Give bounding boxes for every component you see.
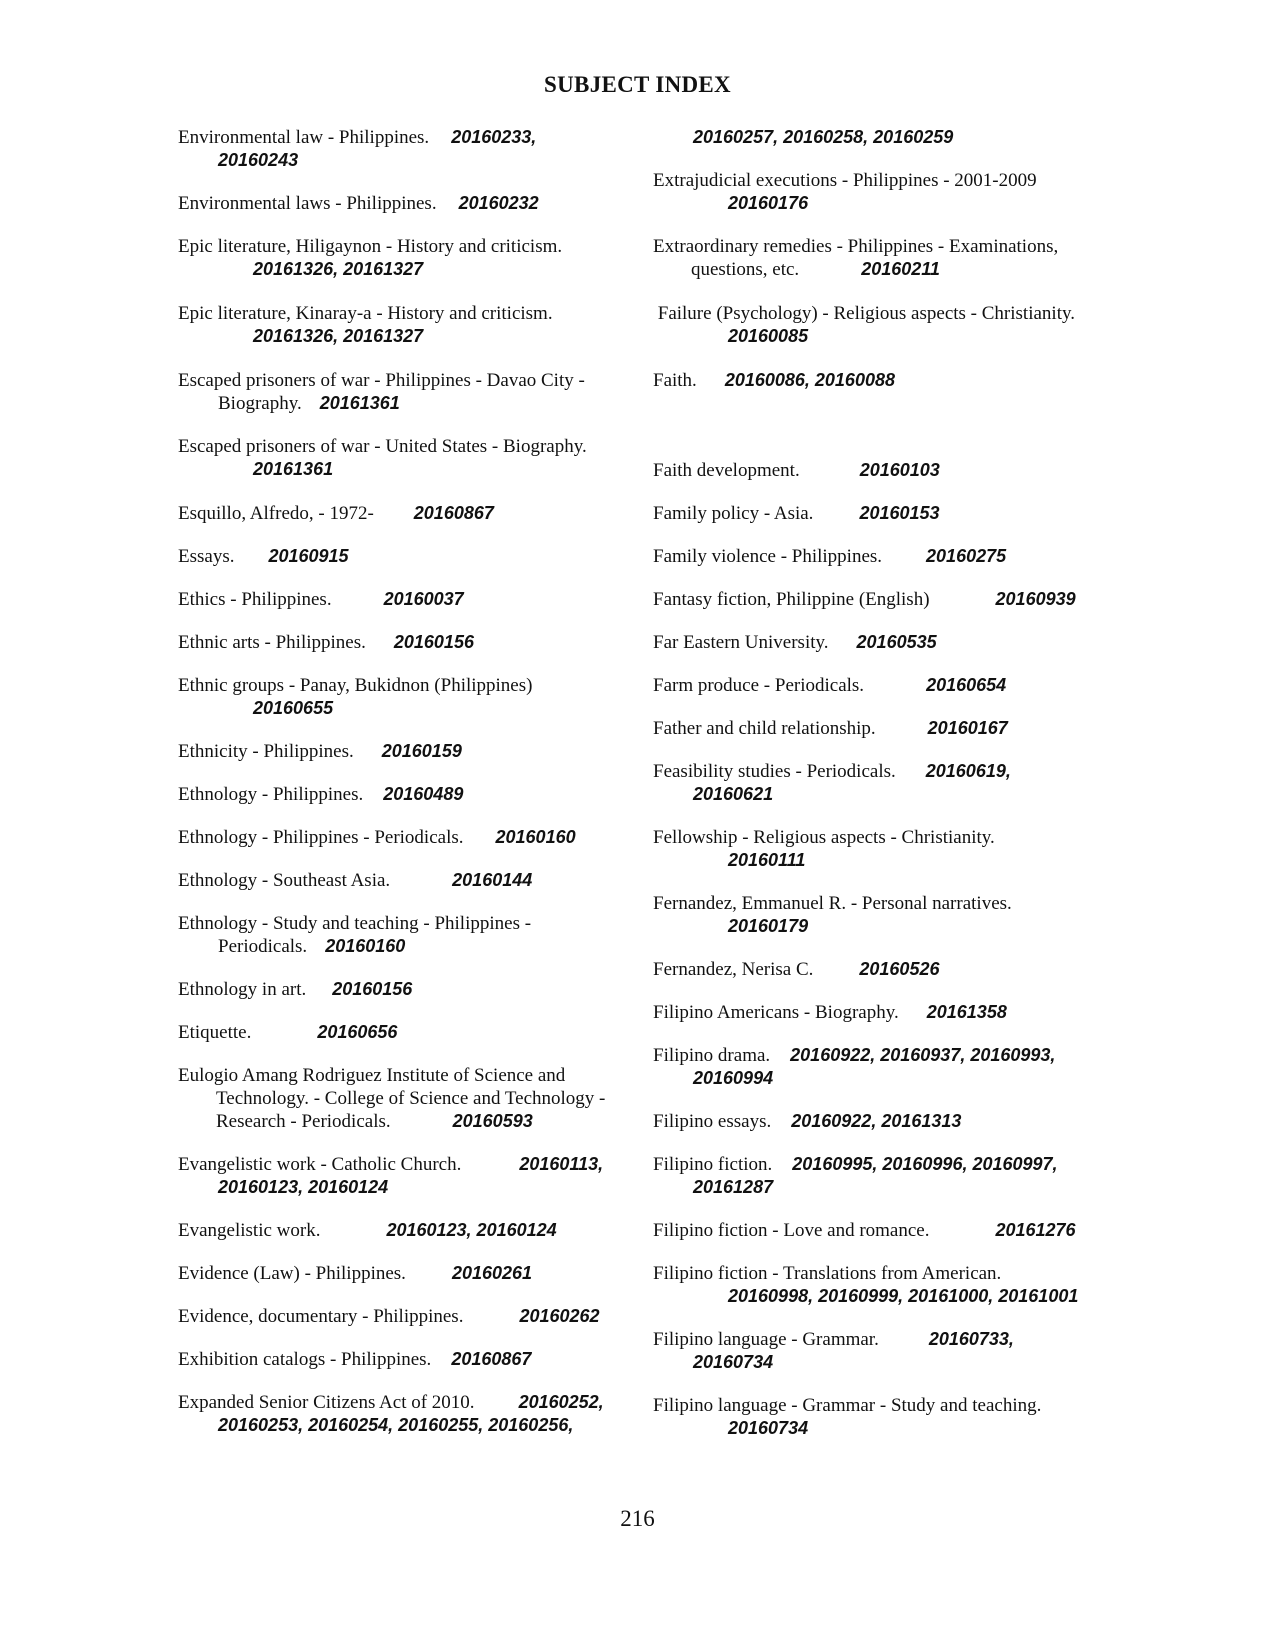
- entry-line: [653, 1110, 961, 1133]
- entry-term: Filipino fiction - Translations from American.: [653, 1263, 1002, 1284]
- entry-line: [178, 826, 576, 849]
- entry-term: Far Eastern University.: [653, 632, 829, 653]
- entry-term-continued: Research - Periodicals.: [216, 1111, 391, 1132]
- index-entry: [178, 302, 553, 348]
- entry-numbers: 20160915: [268, 546, 349, 566]
- entry-term: Evangelistic work - Catholic Church.: [178, 1154, 462, 1175]
- entry-continuation: [178, 1110, 605, 1133]
- entry-line: [178, 1305, 600, 1328]
- entry-term: Escaped prisoners of war - Philippines - Davao City -: [178, 370, 585, 391]
- index-entry: [653, 235, 1058, 281]
- entry-line: [178, 126, 536, 149]
- entry-numbers: 20161276: [995, 1220, 1076, 1240]
- index-entry: [178, 631, 474, 654]
- entry-term: Filipino language - Grammar - Study and teaching.: [653, 1395, 1042, 1416]
- entry-numbers: 20160153: [859, 503, 940, 523]
- index-entry: [178, 1262, 532, 1285]
- entry-line: [178, 1262, 532, 1285]
- index-entry: [653, 369, 895, 392]
- entry-numbers: 20160156: [332, 979, 413, 999]
- entry-numbers: 20160243: [218, 150, 299, 170]
- entry-numbers: 20161326, 20161327: [253, 326, 424, 346]
- entry-numbers: 20160994: [693, 1068, 774, 1088]
- entry-term: Filipino Americans - Biography.: [653, 1002, 899, 1023]
- entry-numbers: 20160655: [253, 698, 334, 718]
- index-entry: [653, 302, 1075, 348]
- index-entry: [178, 126, 536, 172]
- entry-line: [178, 588, 464, 611]
- index-entry: [178, 502, 494, 525]
- entry-line: [178, 869, 532, 892]
- entry-term: Etiquette.: [178, 1022, 252, 1043]
- entry-term: Ethnology - Philippines.: [178, 784, 364, 805]
- entry-numbers: 20160734: [728, 1418, 809, 1438]
- entry-numbers: 20160535: [856, 632, 937, 652]
- entry-continuation: [178, 392, 585, 415]
- entry-line: [653, 1044, 1055, 1067]
- entry-continuation: [653, 258, 1058, 281]
- entry-numbers: 20160867: [413, 503, 494, 523]
- entry-term: Ethnic arts - Philippines.: [178, 632, 366, 653]
- entry-numbers-line: [653, 325, 1075, 348]
- index-entry: [178, 783, 463, 806]
- entry-numbers: 20161287: [693, 1177, 774, 1197]
- index-entry: [653, 126, 953, 149]
- index-entry: [178, 978, 412, 1001]
- entry-numbers-line: [653, 1285, 1078, 1308]
- index-entry: [653, 1328, 1014, 1374]
- entry-line: [653, 545, 1006, 568]
- entry-term: Filipino fiction.: [653, 1154, 773, 1175]
- entry-numbers: 20160939: [995, 589, 1076, 609]
- entry-term: Ethnic groups - Panay, Bukidnon (Philippines): [178, 675, 533, 696]
- entry-numbers-line: [653, 192, 1037, 215]
- entry-numbers: 20161358: [926, 1002, 1007, 1022]
- index-entry: [653, 1110, 961, 1133]
- index-entry: [178, 740, 462, 763]
- entry-numbers: 20160160: [495, 827, 576, 847]
- entry-numbers: 20160167: [927, 718, 1008, 738]
- entry-term: Epic literature, Hiligaynon - History and criticism.: [178, 236, 563, 257]
- entry-line: [178, 235, 562, 258]
- entry-numbers: 20160922, 20161313: [791, 1111, 962, 1131]
- entry-term: Extraordinary remedies - Philippines - Examinations,: [653, 236, 1059, 257]
- entry-numbers: 20160103: [859, 460, 940, 480]
- entry-numbers-line: [178, 1414, 604, 1437]
- entry-term: Feasibility studies - Periodicals.: [653, 761, 896, 782]
- index-entry: [178, 369, 585, 415]
- entry-line: [653, 588, 1076, 611]
- index-entry: [178, 192, 539, 215]
- entry-line: [653, 1153, 1058, 1176]
- entry-line: [178, 1391, 604, 1414]
- entry-numbers: 20160085: [728, 326, 809, 346]
- index-entry: [653, 892, 1012, 938]
- entry-term: Essays.: [178, 546, 235, 567]
- index-entry: [653, 1044, 1055, 1090]
- entry-line: [178, 631, 474, 654]
- index-entry: [653, 1394, 1041, 1440]
- entry-numbers: 20160489: [383, 784, 464, 804]
- entry-term: Esquillo, Alfredo, - 1972-: [178, 503, 374, 524]
- index-entry: [178, 912, 531, 958]
- index-entry: [178, 1153, 603, 1199]
- entry-term: Father and child relationship.: [653, 718, 876, 739]
- index-entry: [653, 958, 939, 981]
- entry-line: [178, 1153, 603, 1176]
- entry-term-continued: Technology. - College of Science and Technology -: [216, 1088, 606, 1109]
- page-title: SUBJECT INDEX: [544, 72, 731, 97]
- index-entry: [653, 502, 940, 525]
- index-entry: [653, 826, 995, 872]
- index-entry: [653, 1219, 1076, 1242]
- entry-numbers: 20160233,: [451, 127, 537, 147]
- entry-numbers-line: [653, 783, 1011, 806]
- entry-line: [653, 717, 1008, 740]
- entry-line: [653, 459, 940, 482]
- entry-line: [178, 978, 412, 1001]
- index-entry: [178, 435, 587, 481]
- entry-numbers: 20160156: [393, 632, 474, 652]
- index-entry: [653, 717, 1008, 740]
- entry-numbers-line: [653, 126, 953, 149]
- entry-term: Farm produce - Periodicals.: [653, 675, 865, 696]
- entry-line: [653, 169, 1037, 192]
- entry-term: Eulogio Amang Rodriguez Institute of Science and: [178, 1065, 566, 1086]
- entry-line: [653, 1394, 1041, 1417]
- index-entry: [178, 1064, 605, 1133]
- entry-line: [653, 1262, 1078, 1285]
- entry-line: [178, 674, 532, 697]
- entry-line: [653, 674, 1006, 697]
- entry-line: [178, 1348, 531, 1371]
- entry-numbers-line: [653, 1067, 1055, 1090]
- index-entry: [178, 826, 576, 849]
- entry-numbers: 20160113,: [519, 1154, 604, 1174]
- entry-line: [653, 958, 939, 981]
- index-entry: [178, 1391, 604, 1437]
- entry-numbers: 20160232: [458, 193, 539, 213]
- entry-numbers: 20160261: [451, 1263, 533, 1283]
- entry-term-continued: questions, etc.: [691, 259, 800, 280]
- index-entry: [653, 545, 1006, 568]
- index-entry: [653, 169, 1037, 215]
- index-entry: [653, 674, 1006, 697]
- entry-line: [653, 1001, 1007, 1024]
- entry-numbers: 20160257, 20160258, 20160259: [693, 127, 954, 147]
- left-column: [178, 126, 638, 1456]
- entry-line: [178, 192, 539, 215]
- entry-term: Family policy - Asia.: [653, 503, 814, 524]
- index-entry: [178, 588, 464, 611]
- entry-term: Escaped prisoners of war - United States - Biography.: [178, 436, 587, 457]
- entry-numbers: 20161361: [319, 393, 400, 413]
- entry-term: Epic literature, Kinaray-a - History and criticism.: [178, 303, 553, 324]
- entry-term: Family violence - Philippines.: [653, 546, 883, 567]
- entry-term: Filipino essays.: [653, 1111, 772, 1132]
- entry-numbers: 20161361: [253, 459, 334, 479]
- entry-line: [653, 826, 995, 849]
- entry-numbers-line: [653, 849, 995, 872]
- entry-line: [178, 435, 587, 458]
- index-entry: [178, 235, 562, 281]
- index-entry: [178, 545, 349, 568]
- entry-numbers: 20160160: [325, 936, 406, 956]
- entry-numbers-line: [178, 1176, 603, 1199]
- entry-term: Ethnology in art.: [178, 979, 307, 1000]
- entry-numbers: 20160262: [519, 1306, 600, 1326]
- entry-line: [653, 502, 940, 525]
- entry-term: Ethics - Philippines.: [178, 589, 332, 610]
- entry-term: Fernandez, Emmanuel R. - Personal narratives.: [653, 893, 1012, 914]
- entry-numbers: 20160995, 20160996, 20160997,: [792, 1154, 1058, 1174]
- entry-numbers: 20160123, 20160124: [218, 1177, 389, 1197]
- entry-numbers: 20160086, 20160088: [724, 370, 895, 390]
- entry-line: [178, 1021, 397, 1044]
- index-entry: [653, 1262, 1078, 1308]
- index-entry: [178, 869, 532, 892]
- entry-numbers: 20160619,: [925, 761, 1011, 781]
- index-entry: [653, 588, 1076, 611]
- entry-numbers: 20160621: [693, 784, 774, 804]
- entry-numbers: 20160275: [926, 546, 1007, 566]
- entry-numbers: 20160111: [728, 850, 806, 870]
- entry-numbers: 20160211: [861, 259, 940, 279]
- right-column: [653, 126, 1113, 1456]
- entry-line: [178, 545, 349, 568]
- entry-line: [653, 760, 1011, 783]
- entry-continuation: [178, 935, 531, 958]
- entry-numbers-line: [178, 697, 532, 720]
- entry-line: [178, 1219, 557, 1242]
- entry-line: [653, 631, 937, 654]
- entry-term: Failure (Psychology) - Religious aspects - Christianity.: [653, 303, 1075, 324]
- entry-line: [178, 1064, 605, 1087]
- entry-term: Faith.: [653, 370, 697, 391]
- index-entry: [653, 631, 937, 654]
- entry-numbers: 20161326, 20161327: [253, 259, 424, 279]
- entry-term: Ethnicity - Philippines.: [178, 741, 354, 762]
- entry-numbers: 20160734: [693, 1352, 774, 1372]
- entry-term: Fantasy fiction, Philippine (English): [653, 589, 930, 610]
- index-entry: [653, 459, 940, 482]
- entry-term: Expanded Senior Citizens Act of 2010.: [178, 1392, 475, 1413]
- entry-numbers-line: [178, 149, 536, 172]
- entry-line: [653, 235, 1058, 258]
- index-entry: [653, 760, 1011, 806]
- entry-numbers: 20160037: [383, 589, 464, 609]
- entry-term: Evangelistic work.: [178, 1220, 321, 1241]
- entry-term: Filipino fiction - Love and romance.: [653, 1220, 930, 1241]
- index-entry: [178, 1305, 600, 1328]
- entry-numbers: 20160998, 20160999, 20161000, 20161001: [728, 1286, 1079, 1306]
- entry-term-continued: Biography.: [218, 393, 302, 414]
- entry-line: [178, 740, 462, 763]
- entry-numbers-line: [178, 458, 587, 481]
- entry-numbers: 20160176: [728, 193, 809, 213]
- entry-numbers: 20160656: [317, 1022, 398, 1042]
- index-entry: [178, 1348, 531, 1371]
- entry-term: Evidence (Law) - Philippines.: [178, 1263, 406, 1284]
- entry-numbers-line: [653, 915, 1012, 938]
- entry-term: Fellowship - Religious aspects - Christianity.: [653, 827, 995, 848]
- index-entry: [178, 1021, 397, 1044]
- entry-numbers: 20160123, 20160124: [386, 1220, 557, 1240]
- entry-term: Exhibition catalogs - Philippines.: [178, 1349, 432, 1370]
- page-number: 216: [620, 1506, 655, 1531]
- entry-line: [653, 1219, 1076, 1242]
- entry-term: Extrajudicial executions - Philippines - 2001-2009: [653, 170, 1037, 191]
- entry-term: Fernandez, Nerisa C.: [653, 959, 814, 980]
- entry-numbers: 20160159: [381, 741, 462, 761]
- entry-term: Ethnology - Southeast Asia.: [178, 870, 391, 891]
- entry-term: Evidence, documentary - Philippines.: [178, 1306, 464, 1327]
- entry-term: Environmental law - Philippines.: [178, 127, 430, 148]
- entry-term: Ethnology - Study and teaching - Philippines -: [178, 913, 532, 934]
- entry-numbers: 20160593: [452, 1111, 533, 1131]
- index-entry: [178, 1219, 557, 1242]
- entry-numbers-line: [653, 1417, 1041, 1440]
- entry-numbers: 20160144: [452, 870, 533, 890]
- entry-numbers-line: [178, 258, 562, 281]
- entry-continuation: [178, 1087, 605, 1110]
- entry-numbers-line: [653, 1351, 1014, 1374]
- entry-term-continued: Periodicals.: [218, 936, 308, 957]
- entry-term: Filipino drama.: [653, 1045, 771, 1066]
- entry-term: Filipino language - Grammar.: [653, 1329, 879, 1350]
- entry-numbers-line: [653, 1176, 1058, 1199]
- entry-line: [178, 783, 463, 806]
- entry-numbers: 20160253, 20160254, 20160255, 20160256,: [218, 1415, 574, 1435]
- entry-numbers: 20160526: [859, 959, 940, 979]
- entry-term: Environmental laws - Philippines.: [178, 193, 437, 214]
- entry-numbers: 20160252,: [518, 1392, 604, 1412]
- entry-numbers: 20160867: [451, 1349, 532, 1369]
- entry-numbers: 20160733,: [928, 1329, 1014, 1349]
- entry-line: [653, 302, 1075, 325]
- entry-term: Faith development.: [653, 460, 800, 481]
- entry-numbers-line: [178, 325, 553, 348]
- index-entry: [653, 1001, 1007, 1024]
- entry-term: Ethnology - Philippines - Periodicals.: [178, 827, 464, 848]
- index-entry: [653, 1153, 1058, 1199]
- entry-line: [653, 369, 895, 392]
- entry-numbers: 20160922, 20160937, 20160993,: [790, 1045, 1056, 1065]
- index-entry: [178, 674, 532, 720]
- entry-line: [178, 302, 553, 325]
- entry-line: [178, 502, 494, 525]
- entry-line: [178, 369, 585, 392]
- entry-line: [653, 1328, 1014, 1351]
- entry-numbers: 20160654: [926, 675, 1007, 695]
- entry-line: [653, 892, 1012, 915]
- entry-numbers: 20160179: [728, 916, 809, 936]
- entry-line: [178, 912, 531, 935]
